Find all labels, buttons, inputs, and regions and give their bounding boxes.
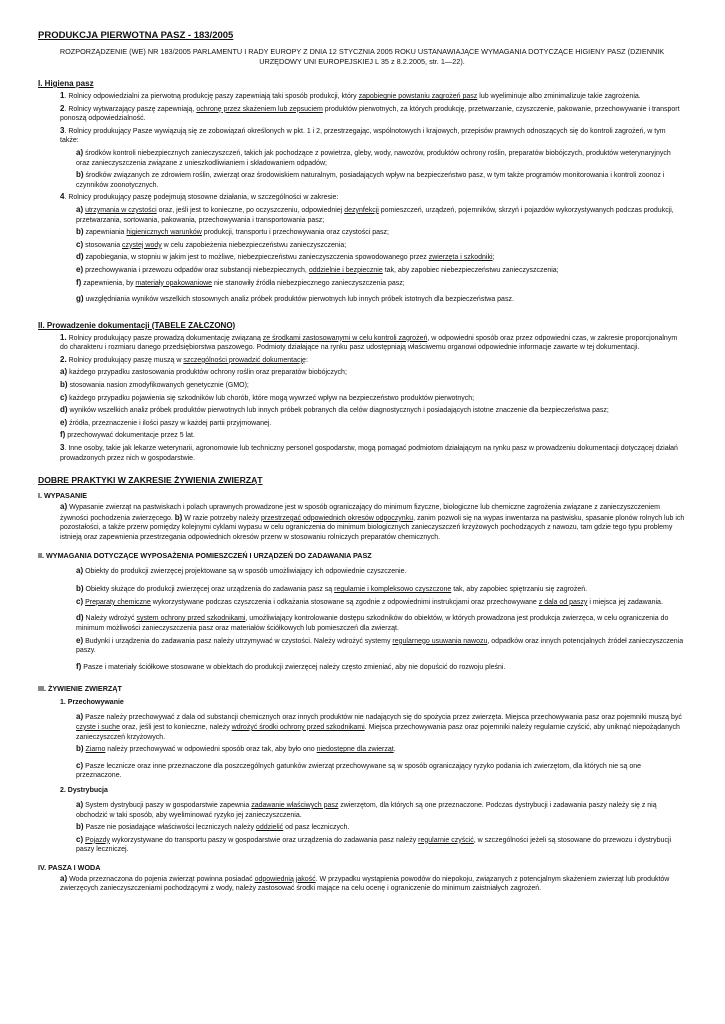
documentation-point-2f: f) przechowywać dokumentacje przez 5 lat. — [60, 430, 195, 440]
hygiene-point-4: 4. Rolnicy produkujący paszę podejmują stosowne działania, w szczególności w zakresie: — [60, 192, 339, 202]
documentation-point-2c: c) każdego przypadku pojawienia się szkodników lub chorób, które mogą wywrzeć wpływ na bezpieczeństwo produktów pierwotnych; — [60, 392, 475, 402]
equipment-point-b: b) Obiekty służące do produkcji zwierzęcej oraz urządzenia do zadawania pasz są regularnie i kompleksowo czyszczone tak, aby zapobiec spiętrzaniu się zagrożeń. — [76, 584, 588, 594]
feeding-heading: III. ŻYWIENIE ZWIERZĄT — [38, 684, 122, 694]
hygiene-point-4a: a) utrzymania w czystości oraz, jeśli jest to konieczne, po oczyszczeniu, odpowiedniej dezynfekcji pomieszczeń, urządzeń, pojemników, skrzyń i pojazdów wykorzystywanych podczas produkcji, przetwarzania, sortowania, pakowania, przechowywania i transportowania pasz; — [76, 204, 674, 224]
equipment-point-a: a) Obiekty do produkcji zwierzęcej projektowane są w sposób umożliwiający ich odpowiednie czyszczenie. — [76, 565, 407, 575]
hygiene-point-1: 1. Rolnicy odpowiedzialni za pierwotną produkcję paszy zapewniają taki sposób produkcji, który zapobiegnie powstaniu zagrożeń pasz lub wyeliminuje albo zminimalizuje takie zagrożenia. — [60, 91, 641, 100]
storage-heading: 1. Przechowywanie — [60, 699, 124, 707]
hygiene-point-4f: f) zapewnienia, by materiały opakowaniowe nie stanowiły źródła niebezpiecznego zanieczyszczenia pasz; — [76, 277, 405, 287]
storage-point-b: b) Ziarno należy przechowywać w odpowiedni sposób oraz tak, aby było ono niedostępne dla zwierząt. — [76, 744, 396, 754]
documentation-point-1: 1. Rolnicy produkujący pasze prowadzą dokumentację związaną ze środkami zastosowanymi w celu kontroli zagrożeń, w odpowiedni sposób oraz przez odpowiedni czas, w zakresie proporcjonalnym do charakteru i rozmiaru danego przedsiębiorstwa paszowego. Podmioty działające na rynku pasz udostępniają właściwemu organowi odpowiednie informacje zawarte w tej dokumentacji. — [60, 332, 678, 352]
documentation-point-2e: e) źródła, przeznaczenie i ilości paszy w każdej partii przyjmowanej. — [60, 417, 272, 427]
hygiene-point-4g: g) uwzględniania wyników wszelkich stosownych analiz próbek produktów pierwotnych lub innych próbek istotnych dla bezpieczeństwa pasz. — [76, 294, 514, 304]
hygiene-point-4e: e) przechowywania i przewozu odpadów oraz substancji niebezpiecznych, oddzielnie i bezpiecznie tak, aby zapobiec niebezpieczeństwu zanieczyszczenia; — [76, 264, 559, 274]
document-title: PRODUKCJA PIERWOTNA PASZ - 183/2005 — [38, 30, 234, 41]
distribution-heading: 2. Dystrybucja — [60, 786, 108, 794]
equipment-heading: II. WYMAGANIA DOTYCZĄCE WYPOSAŻENIA POMIESZCZEŃ I URZĄDZEŃ DO ZADAWANIA PASZ — [38, 550, 372, 560]
equipment-point-e: e) Budynki i urządzenia do zadawania pasz należy utrzymywać w czystości. Należy wdrożyć systemy regularnego usuwania nawozu, odpadków oraz innych potencjalnych źródeł zanieczyszczenia paszy. — [76, 635, 684, 655]
regulation-reference: ROZPORZĄDZENIE (WE) NR 183/2005 PARLAMENTU I RADY EUROPY Z DNIA 12 STYCZNIA 2005 ROKU USTANAWIAJĄCE WYMAGANIA DOTYCZĄCE HIGIENY PASZ (DZIENNIK URZĘDOWY UNI EUROPEJSKIEJ L 35 z 8.2.2005, str. 1—22). — [59, 47, 665, 66]
good-practices-heading: DOBRE PRAKTYKI W ZAKRESIE ŻYWIENIA ZWIERZĄT — [38, 475, 263, 486]
storage-point-a: a) Pasze należy przechowywać z dala od substancji chemicznych oraz innych produktów nie nadających się do spożycia przez zwierzęta. Miejsca przechowywania pasz oraz pojemniki muszą być czyste i suche oraz, jeśli jest to konieczne, należy wdrożyć środki ochrony przed szkodnikami. Miejsca przechowywania pasz oraz pojemniki należy regularnie czyścić, aby uniknąć niepożądanych zanieczyszczeń krzyżowych. — [76, 712, 682, 741]
hygiene-point-4d: d) zapobiegania, w stopniu w jakim jest to możliwe, niebezpieczeństwu zanieczyszczenia spowodowanego przez zwierzęta i szkodniki; — [76, 252, 495, 262]
documentation-point-2: 2. Rolnicy produkujący paszę muszą w szczególności prowadzić dokumentację: — [60, 354, 308, 364]
section-documentation-heading: II. Prowadzenie dokumentacji (TABELE ZAŁCZONO) — [38, 320, 236, 330]
equipment-point-d: d) Należy wdrożyć system ochrony przed szkodnikami, umożliwiający kontrolowanie dostępu szkodników do obiektów, w których prowadzona jest produkcja zwierzęca, w celu ograniczenia do minimum możliwości zanieczyszczenia pasz oraz materiałów ściółkowych lub pomieszczeń dla zwierząt. — [76, 613, 669, 632]
feed-water-heading: IV. PASZA I WODA — [38, 862, 101, 872]
equipment-point-c: c) Preparaty chemiczne wykorzystywane podczas czyszczenia i odkażania stosowane są zgodnie z odpowiednimi instrukcjami oraz przechowywane z dala od paszy i miejsca jej zadawania. — [76, 596, 663, 606]
documentation-point-3: 3. Inne osoby, takie jak lekarze weterynarii, agronomowie lub techniczny personel gospodarstw, mogą pomagać podmiotom działającym na rynku pasz w prowadzeniu dokumentacji dotyczącej działań prowadzonych przez nich w gospodarstwie. — [60, 443, 678, 462]
documentation-point-2d: d) wyników wszelkich analiz próbek produktów pierwotnych lub innych próbek pobranych dla celów diagnostycznych i posiadających istotne znaczenie dla bezpieczeństwa pasz; — [60, 405, 609, 415]
documentation-point-2a: a) każdego przypadku zastosowania produktów ochrony roślin oraz preparatów biobójczych; — [60, 367, 347, 377]
distribution-point-a: a) System dystrybucji paszy w gospodarstwie zapewnia zadawanie właściwych pasz zwierzętom, dla których są one przeznaczone. Podczas dystrybucji i zadawania paszy należy się z nią obchodzić w taki sposób, aby wyeliminować ryzyko jej zanieczyszczenia. — [76, 799, 657, 819]
section-hygiene-heading: I. Higiena pasz — [38, 79, 94, 88]
feed-water-point-a: a) Woda przeznaczona do pojenia zwierząt powinna posiadać odpowiednią jakość. W przypadku wystąpienia powodów do niepokoju, związanych z potencjalnym skażeniem zwierząt lub produktów zwierzęcych zanieczyszczeniami pochodzącymi z wody, należy zastosować środki mające na celu ocenę i ograniczenie do minimum zaistniałych zagrożeń. — [60, 873, 670, 893]
hygiene-point-4b: b) zapewniania higienicznych warunków produkcji, transportu i przechowywania oraz czystości pasz; — [76, 227, 389, 237]
hygiene-point-3a: a) środków kontroli niebezpiecznych zanieczyszczeń, takich jak pochodzące z powietrza, gleby, wody, nawozów, produktów ochrony roślin, preparatów biobójczych, produktów weterynaryjnych oraz zanieczyszczenia związane z unieszkodliwianiem i składowaniem odpadów; — [76, 147, 671, 167]
hygiene-point-3b: b) środków związanych ze zdrowiem roślin, zwierząt oraz środowiskiem naturalnym, posiadających wpływ na bezpieczeństwo pasz, w tym także programów monitorowania i kontroli zoonoz i czynników zoonotycznych. — [76, 170, 665, 189]
distribution-point-b: b) Pasze nie posiadające właściwości leczniczych należy oddzielić od pasz leczniczych. — [76, 822, 350, 832]
storage-point-c: c) Pasze lecznicze oraz inne przeznaczone dla poszczególnych gatunków zwierząt przechowywane są w sposób ograniczający ryzyko podania ich zwierzętom, dla których nie są one przeznaczone. — [76, 760, 642, 780]
document — [38, 30, 686, 896]
documentation-point-2b: b) stosowania nasion zmodyfikowanych genetycznie (GMO); — [60, 380, 249, 390]
grazing-text: a) Wypasanie zwierząt na pastwiskach i polach uprawnych prowadzone jest w sposób ograniczający do minimum fizyczne, biologiczne lub chemiczne zagrożenia związane z zanieczyszczeniem żywności pochodzenia zwierzęcego. b) W razie potrzeby należy przestrzegać odpowiednich okresów odpoczynku, zanim pozwoli się na wypas inwentarza na pastwisku, spasanie plonów rolnych lub ich pozostałości, a także przerw pomiędzy kolejnymi cyklami wypasu w celu ograniczenia do minimum biologicznych zanieczyszczeń krzyżowych pochodzących z nawozu, tam gdzie tego typu problemy istnieją oraz zapewnienia przestrzegania odpowiednich okresów przerw w stosowaniu rolniczych preparatów chemicznych. — [60, 502, 685, 541]
hygiene-point-4c: c) stosowania czystej wody w celu zapobieżenia niebezpieczeństwu zanieczyszczenia; — [76, 239, 347, 249]
grazing-heading: I. WYPASANIE — [38, 491, 87, 501]
distribution-point-c: c) Pojazdy wykorzystywane do transportu paszy w gospodarstwie oraz urządzenia do zadawania pasz należy regularnie czyścić, w szczególności jeżeli są stosowane do przewozu i dystrybucji paszy leczniczej. — [76, 834, 672, 854]
equipment-point-f: f) Pasze i materiały ściółkowe stosowane w obiektach do produkcji zwierzęcej należy często zmieniać, aby nie dopuścić do rozwoju pleśni. — [76, 661, 506, 671]
hygiene-point-2: 2. Rolnicy wytwarzający paszę zapewniają, ochronę przez skażeniem lub zepsuciem produktów pierwotnych, za których produkcję, przetwarzanie, czyszczenie, pakowanie, przechowywanie i transport ponoszą odpowiedzialność. — [60, 103, 680, 123]
hygiene-point-3: 3. Rolnicy produkujący Pasze wywiązują się ze zobowiązań określonych w pkt. 1 i 2, przestrzegając, wspólnotowych i krajowych, przepisów prawnych odnoszących się do kontroli zagrożeń, w tym także: — [60, 125, 666, 145]
